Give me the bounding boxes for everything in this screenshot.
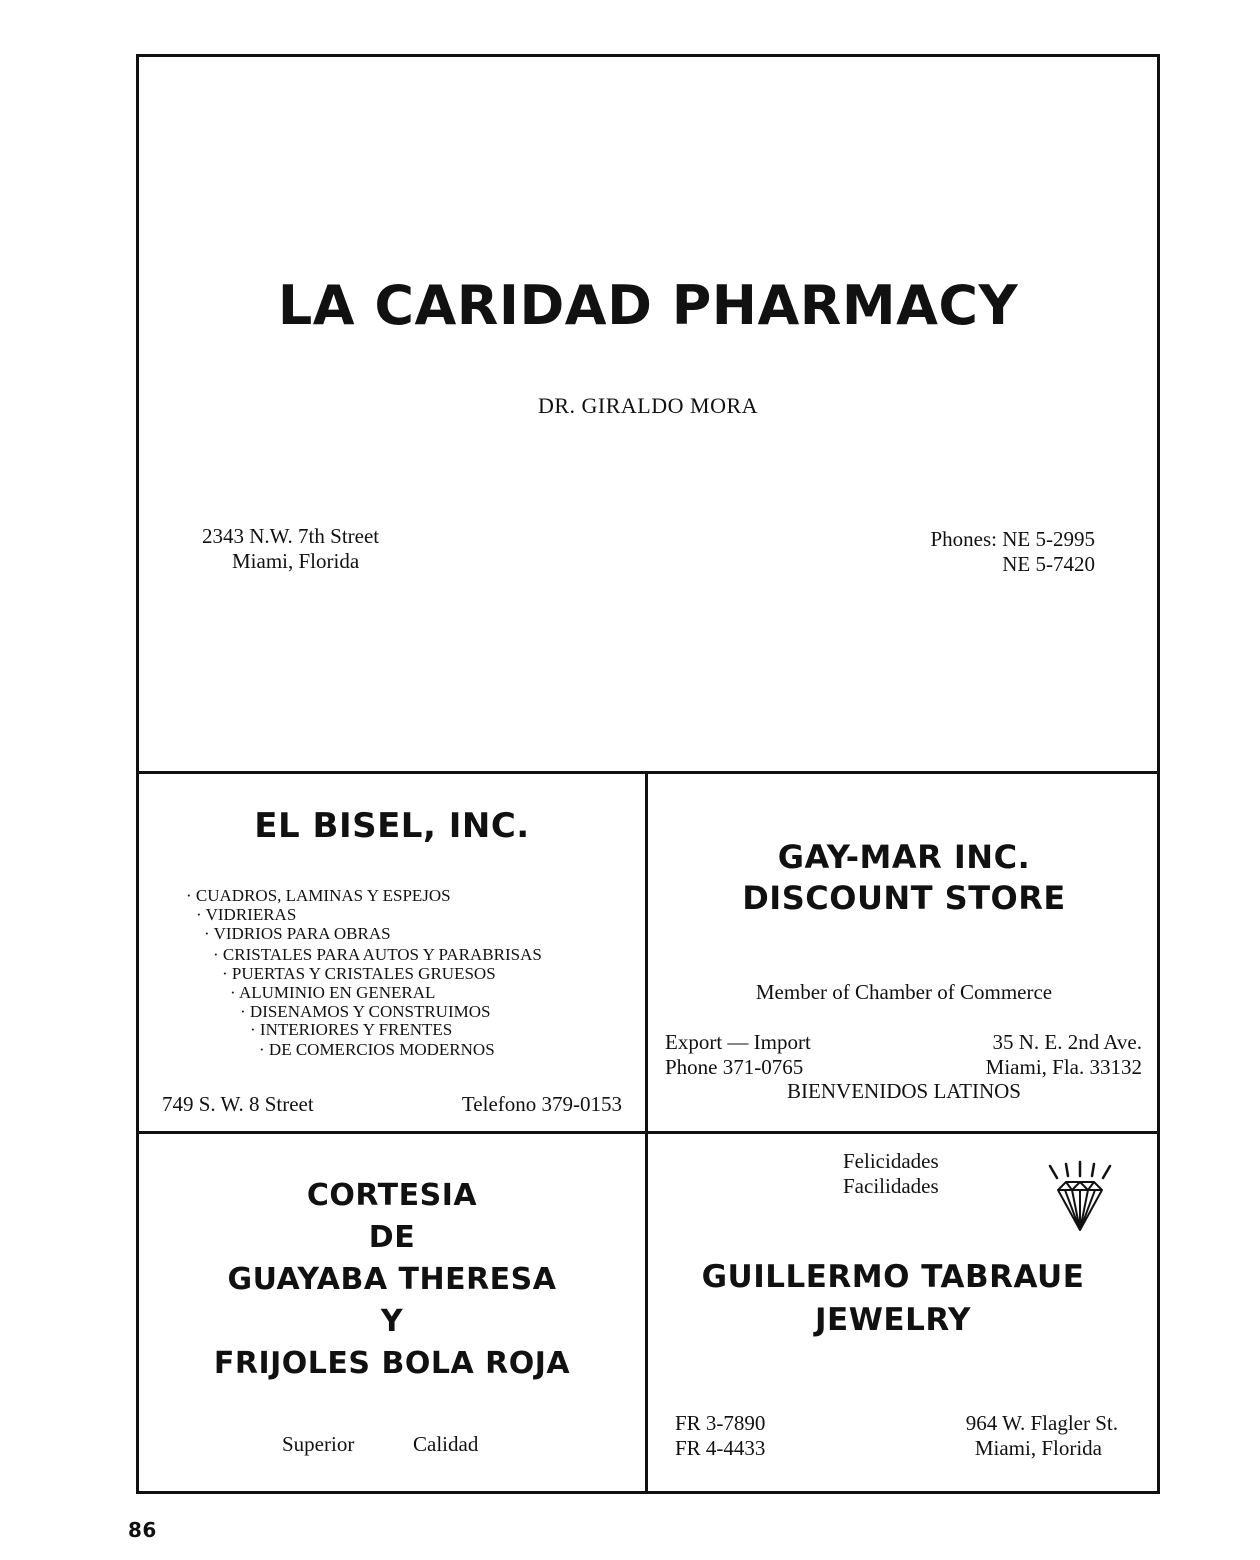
jewelry-address-city: Miami, Florida (974, 1436, 1102, 1460)
pharmacy-address-street: 2343 N.W. 7th Street (202, 524, 380, 548)
bisel-name: EL BISEL, INC. (254, 806, 530, 846)
divider-top (136, 771, 1160, 774)
gaymar-name: GAY-MAR INC. (777, 838, 1031, 876)
bisel-service: · INTERIORES Y FRENTES (250, 1020, 453, 1039)
bisel-service: · CRISTALES PARA AUTOS Y PARABRISAS (213, 945, 542, 964)
gaymar-welcome: BIENVENIDOS LATINOS (787, 1079, 1021, 1103)
jewelry-greeting-2: Facilidades (843, 1174, 939, 1198)
cortesia-line: GUAYABA THERESA (227, 1262, 557, 1297)
gaymar-address-city: Miami, Fla. 33132 (985, 1055, 1142, 1079)
pharmacy-name: LA CARIDAD PHARMACY (277, 274, 1019, 337)
bisel-phone: Telefono 379-0153 (461, 1092, 622, 1116)
diamond-icon (1040, 1160, 1120, 1235)
gaymar-member: Member of Chamber of Commerce (755, 980, 1053, 1004)
pharmacy-owner: DR. GIRALDO MORA (537, 393, 759, 418)
pharmacy-phone-1: Phones: NE 5-2995 (930, 527, 1095, 551)
bisel-address: 749 S. W. 8 Street (162, 1092, 314, 1116)
cortesia-tag-calidad: Calidad (413, 1432, 479, 1456)
gaymar-address-street: 35 N. E. 2nd Ave. (992, 1030, 1142, 1054)
page-number: 86 (128, 1518, 157, 1542)
gaymar-export-import: Export — Import (665, 1030, 811, 1054)
jewelry-greeting-1: Felicidades (843, 1149, 939, 1173)
jewelry-address-street: 964 W. Flagler St. (965, 1411, 1118, 1435)
jewelry-phone-2: FR 4-4433 (675, 1436, 766, 1460)
cortesia-line: Y (380, 1304, 404, 1339)
bisel-service: · VIDRIOS PARA OBRAS (204, 924, 391, 943)
jewelry-name: GUILLERMO TABRAUE (701, 1259, 1085, 1295)
divider-middle (136, 1131, 1160, 1134)
cortesia-line: CORTESIA (306, 1178, 478, 1213)
pharmacy-address-city: Miami, Florida (232, 549, 360, 573)
gaymar-subtitle: DISCOUNT STORE (742, 879, 1066, 917)
bisel-service: · VIDRIERAS (196, 905, 297, 924)
jewelry-phone-1: FR 3-7890 (675, 1411, 766, 1435)
bisel-service: · CUADROS, LAMINAS Y ESPEJOS (186, 886, 451, 905)
cortesia-line: FRIJOLES BOLA ROJA (213, 1346, 571, 1381)
bisel-service: · ALUMINIO EN GENERAL (230, 983, 436, 1002)
cortesia-tag-superior: Superior (282, 1432, 355, 1456)
cortesia-line: DE (368, 1220, 416, 1255)
bisel-service: · DE COMERCIOS MODERNOS (259, 1040, 495, 1059)
bisel-service: · DISENAMOS Y CONSTRUIMOS (240, 1002, 491, 1021)
pharmacy-phone-2: NE 5-7420 (1002, 552, 1095, 576)
bisel-service: · PUERTAS Y CRISTALES GRUESOS (222, 964, 496, 983)
jewelry-subtitle: JEWELRY (815, 1302, 971, 1338)
gaymar-phone: Phone 371-0765 (665, 1055, 804, 1079)
